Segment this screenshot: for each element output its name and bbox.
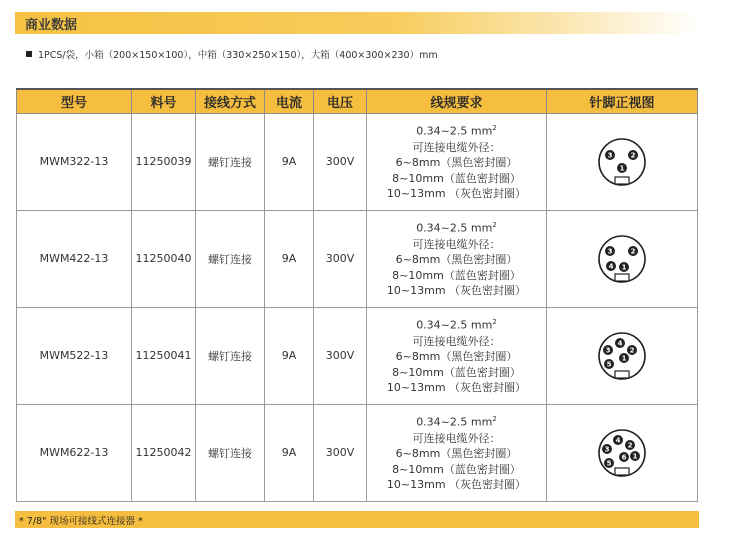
wiring-cell: 螺钉连接 — [196, 113, 265, 210]
wiring-cell: 螺钉连接 — [196, 307, 265, 404]
voltage-cell: 300V — [314, 113, 367, 210]
header-voltage: 电压 — [314, 89, 367, 113]
table-header-row — [17, 89, 698, 113]
table-row — [17, 113, 698, 210]
model-cell: MWM522-13 — [17, 307, 132, 404]
wire-gauge-text: 0.34~2.5 mm — [416, 222, 493, 236]
connector-pinout-icon — [592, 132, 652, 192]
part-no-cell: 11250041 — [132, 307, 196, 404]
table-row — [17, 404, 698, 501]
packaging-info — [26, 47, 438, 61]
connector-key — [615, 371, 629, 378]
model-cell: MWM422-13 — [17, 210, 132, 307]
section-title: 商业数据 — [25, 17, 78, 33]
pin-number: 2 — [630, 151, 636, 159]
header-model: 型号 — [17, 89, 132, 113]
pin-number: 4 — [608, 262, 614, 270]
table-row — [17, 210, 698, 307]
model-cell: MWM622-13 — [17, 404, 132, 501]
wire-gauge-cell — [367, 113, 547, 210]
wire-gauge-sup: 2 — [492, 318, 497, 327]
wire-gauge-sup: 2 — [492, 221, 497, 230]
seal-option: 8~10mm（蓝色密封圈） — [392, 462, 521, 476]
pin-number: 2 — [627, 441, 633, 449]
wire-gauge-range — [367, 412, 546, 430]
pin-number: 2 — [630, 247, 636, 255]
seal-option: 6~8mm（黑色密封圈） — [395, 447, 518, 461]
pin-number: 3 — [607, 151, 613, 159]
wire-gauge-text: 0.34~2.5 mm — [416, 416, 493, 430]
part-no-cell: 11250039 — [132, 113, 196, 210]
header-pin-view: 针脚正视图 — [547, 89, 698, 113]
spec-table — [16, 88, 698, 502]
pin-number: 3 — [605, 346, 611, 354]
seal-option: 8~10mm（蓝色密封圈） — [392, 171, 521, 185]
connector-key — [615, 177, 629, 184]
seal-option: 6~8mm（黑色密封圈） — [395, 350, 518, 364]
connector-key — [615, 274, 629, 281]
seal-option: 6~8mm（黑色密封圈） — [395, 253, 518, 267]
footer-text: * 7/8" 现场可接线式连接器 * — [19, 515, 143, 527]
connector-pinout-icon — [592, 423, 652, 483]
header-part-no: 料号 — [132, 89, 196, 113]
seal-option: 10~13mm （灰色密封圈） — [386, 381, 527, 395]
connector-pinout-icon — [592, 229, 652, 289]
voltage-cell: 300V — [314, 404, 367, 501]
bullet-icon — [26, 51, 32, 57]
header-current: 电流 — [265, 89, 314, 113]
wire-gauge-cell — [367, 404, 547, 501]
packaging-text: 1PCS/袋，小箱（200×150×100），中箱（330×250×150），大箱（400×300×230）mm — [38, 50, 438, 61]
voltage-cell: 300V — [314, 307, 367, 404]
cable-od-label: 可连接电缆外径： — [412, 431, 501, 445]
table-row — [17, 307, 698, 404]
cable-od-label: 可连接电缆外径： — [412, 140, 501, 154]
cable-od-label: 可连接电缆外径： — [412, 237, 501, 251]
pin-number: 4 — [615, 436, 621, 444]
wiring-cell: 螺钉连接 — [196, 210, 265, 307]
wire-gauge-range — [367, 315, 546, 333]
seal-option: 8~10mm（蓝色密封圈） — [392, 268, 521, 282]
section-header — [15, 12, 699, 34]
cable-od-label: 可连接电缆外径： — [412, 334, 501, 348]
wire-gauge-range — [367, 218, 546, 236]
pin-view-cell — [547, 113, 698, 210]
seal-option: 10~13mm （灰色密封圈） — [386, 187, 527, 201]
connector-key — [615, 468, 629, 475]
wire-gauge-cell — [367, 307, 547, 404]
pin-view-cell — [547, 307, 698, 404]
pin-number: 5 — [606, 360, 612, 368]
header-wire-gauge: 线规要求 — [367, 89, 547, 113]
pin-number: 2 — [629, 346, 635, 354]
current-cell: 9A — [265, 113, 314, 210]
wiring-cell: 螺钉连接 — [196, 404, 265, 501]
wire-gauge-sup: 2 — [492, 415, 497, 424]
pin-number: 1 — [619, 164, 625, 172]
part-no-cell: 11250042 — [132, 404, 196, 501]
seal-option: 10~13mm （灰色密封圈） — [386, 284, 527, 298]
voltage-cell: 300V — [314, 210, 367, 307]
pin-number: 5 — [606, 459, 612, 467]
seal-option: 6~8mm（黑色密封圈） — [395, 156, 518, 170]
pin-number: 1 — [621, 354, 627, 362]
connector-pinout-icon — [592, 326, 652, 386]
pin-number: 3 — [604, 445, 610, 453]
wire-gauge-range — [367, 121, 546, 139]
pin-number: 1 — [621, 263, 627, 271]
pin-view-cell — [547, 404, 698, 501]
seal-option: 10~13mm （灰色密封圈） — [386, 478, 527, 492]
pin-number: 3 — [607, 247, 613, 255]
header-wiring: 接线方式 — [196, 89, 265, 113]
model-cell: MWM322-13 — [17, 113, 132, 210]
current-cell: 9A — [265, 307, 314, 404]
wire-gauge-text: 0.34~2.5 mm — [416, 125, 493, 139]
pin-view-cell — [547, 210, 698, 307]
current-cell: 9A — [265, 210, 314, 307]
footer-note — [15, 511, 699, 528]
wire-gauge-cell — [367, 210, 547, 307]
current-cell: 9A — [265, 404, 314, 501]
pin-number: 4 — [617, 339, 623, 347]
part-no-cell: 11250040 — [132, 210, 196, 307]
pin-number: 6 — [621, 453, 627, 461]
wire-gauge-sup: 2 — [492, 124, 497, 133]
seal-option: 8~10mm（蓝色密封圈） — [392, 365, 521, 379]
wire-gauge-text: 0.34~2.5 mm — [416, 319, 493, 333]
pin-number: 1 — [632, 452, 638, 460]
